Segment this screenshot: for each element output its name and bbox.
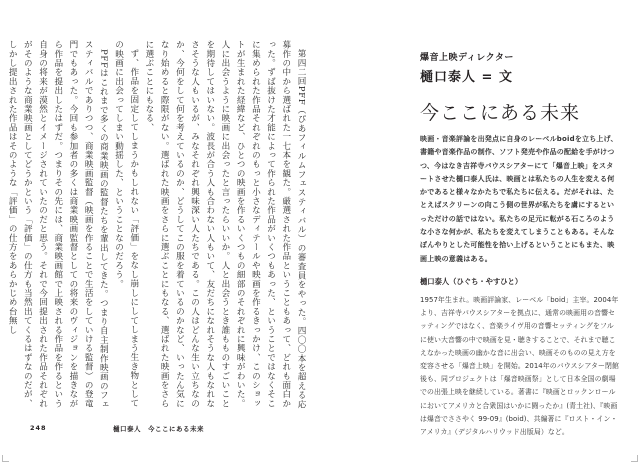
essay-paragraph-1: 第四二回PFF（ぴあフィルムフェスティバル）の審査員をやった。四〇〇本を超える応募作の中から選ばれた一七本を観た。厳選された作品ということもあって、どれも面白かった。ずば抜けた才能によって作られた作品がいくつもあった、ということではなくそこに集められた作品それぞれのもっと小さなディテールや映画を作るきっかけ、このショットが生まれた経緯など、ひとつの映画を作るいくつもの細部のそれぞれに興味がわいた。人に出会うように映画に出会ったと言ったらいいか。人と出会うとき誰もものすごいことを期待してはいない。波長が合う人も合わない人もいて、友だちになれそうな人もなれなさそうな人もいるが、みなそれぞれ興味深い人たちである。この人はどんな生い立ちなのか、今何をして何を考えているのか、どうしてこの服を着ているのかなど、いったん気になり始めると際限がない。選ばれた映画をさらに選ぶことにもなる、選ばれた映画をさらに選ぶことにもなる、 — [143, 40, 306, 409]
bio-heading: 樋口泰人（ひぐち・やすひと） — [420, 277, 523, 286]
author-role: 爆音上映ディレクター — [420, 53, 514, 63]
essay-paragraph-3: PFFはこれまで多くの商業映画の監督たちを輩出してきた。つまり自主制作映画のフェスティバルでありつつ、商業映画監督（映画を作ることで生活をしていける監督）の登竜門でもあった。今回も参加者の多くは商業映画監督としての将来のヴィジョンを描きながら作品を提出したはずだ。つまりその先には、商業映画館で上映される作品を作るという自身の将来が漠然とイメージされていたのだと思う。それで今回提出された作品それぞれがそのような商業映画としてどうかという「評価」の仕方も当然出てくるはずなのだが、しかし提出された作品はそのような「評価」の仕方をあらかじめ台無し — [7, 40, 109, 409]
right-page — [320, 0, 640, 464]
crop-mark — [631, 455, 638, 462]
lead-paragraph: 映画・音楽評論を出発点に自身のレーベルboidを立ち上げ、書籍や音楽作品の制作、ソフト発売や作品の配給を手がけつつ、今はなき吉祥寺バウスシアターにて「爆音上映」をスタートさせた樋口泰人氏は、映画とは私たちの人生を変える何かであると様々なかたちで私たちに伝える。だがそれは、たとえばスクリーンの向こう側の世界が私たちを虜にするといっただけの話ではない。私たちの足元に転がる石ころのような小さな何かが、私たちを変えてしまうこともある。そんなぼんやりとした可能性を拾い上げるということにもまた、映画上映の意義はある。 — [420, 135, 618, 263]
author-byline: 樋口泰人 = 文 — [420, 70, 513, 85]
crop-mark — [2, 455, 9, 462]
page-number: 248 — [30, 424, 47, 432]
article-title: 今ここにある未来 — [420, 102, 581, 124]
essay-body-vertical — [7, 40, 308, 412]
running-head: 樋口泰人 今ここにある未来 — [113, 425, 204, 433]
essay-paragraph-2: ず、作品を固定してしまうかもしれない「評価」をなし崩しにしてしまう生き物としての映画に出会ってしまい動揺した、ということなのだろう。 — [113, 40, 139, 408]
author-bio: 1957年生まれ。映画評論家、レーベル「boid」主宰。2004年より、吉祥寺バウスシアターを拠点に、通常の映画用の音響セッティングではなく、音楽ライヴ用の音響セッティングをフルに使い大音響の中で映画を見・聴きすることで、それまで聴こえなかった映画の幽かな音に出会い、映画そのものの見え方を変容させる「爆音上映」を開始。2014年のバウスシアター閉館後も、同プロジェクトは「爆音映画祭」として日本全国の劇場での出張上映を継続している。著書に『映画とロックンロールにおいてアメリカと合衆国はいかに闘ったか』(青土社)、『映画は爆音でささやく 99-09』(boid)、共編著に『ロスト・イン・アメリカ』（デジタルハリウッド出版局）など。 — [420, 296, 619, 437]
